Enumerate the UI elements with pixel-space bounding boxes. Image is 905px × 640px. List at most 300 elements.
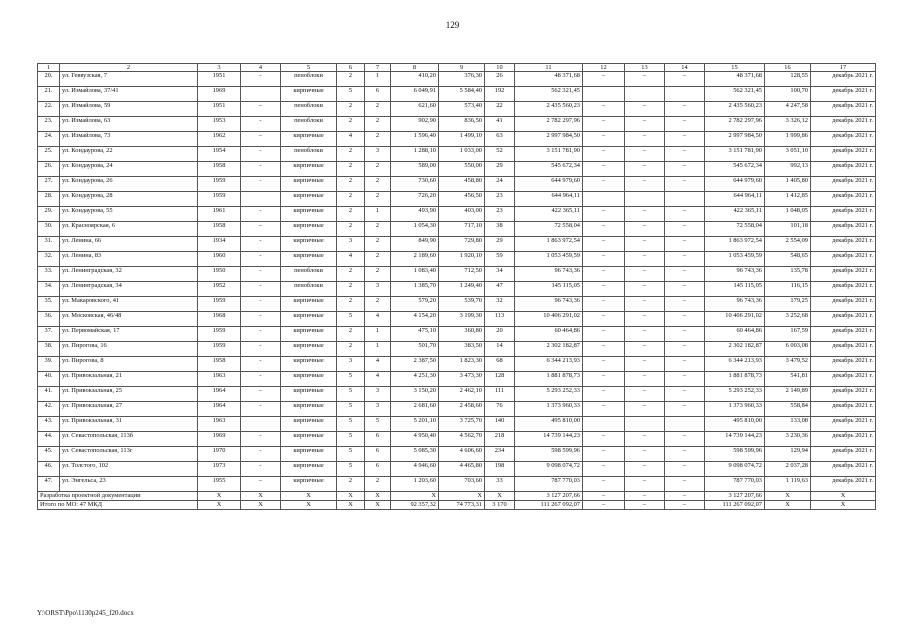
- table-cell: пеноблоки: [281, 147, 337, 162]
- table-cell: 550,00: [439, 162, 485, 177]
- table-cell: 4: [365, 357, 391, 372]
- table-cell: 2: [337, 72, 365, 87]
- table-cell: 2 997 984,50: [705, 132, 765, 147]
- table-cell: 234: [485, 447, 515, 462]
- table-cell: 2: [365, 252, 391, 267]
- table-row: [38, 372, 876, 387]
- table-cell: 101,18: [765, 222, 811, 237]
- table-cell: 2: [337, 177, 365, 192]
- table-cell: декабрь 2021 г.: [811, 102, 876, 117]
- column-number: 4: [241, 64, 281, 72]
- table-cell: 1 119,63: [765, 477, 811, 492]
- table-cell: 1962: [198, 132, 241, 147]
- table-row: [38, 387, 876, 402]
- table-cell: 3: [365, 147, 391, 162]
- table-cell: X: [811, 501, 876, 510]
- table-cell: –: [625, 327, 665, 342]
- table-cell: ул. Измайлова, 37/41: [60, 87, 198, 102]
- table-cell: 72 558,04: [705, 222, 765, 237]
- table-cell: [665, 417, 705, 432]
- table-cell: 2 302 182,87: [705, 342, 765, 357]
- table-cell: 92 357,32: [391, 501, 439, 510]
- table-cell: 2: [365, 237, 391, 252]
- table-cell: –: [583, 162, 625, 177]
- table-cell: –: [625, 207, 665, 222]
- table-cell: 43.: [38, 417, 60, 432]
- table-cell: -: [241, 162, 281, 177]
- table-cell: ул. Кондаурова, 22: [60, 147, 198, 162]
- table-cell: 1: [365, 72, 391, 87]
- total-row: [38, 492, 876, 501]
- table-cell: 3 230,36: [765, 432, 811, 447]
- table-cell: 2 302 182,87: [515, 342, 583, 357]
- table-cell: –: [665, 327, 705, 342]
- table-cell: [241, 417, 281, 432]
- table-cell: кирпичные: [281, 132, 337, 147]
- table-cell: 1 373 960,33: [705, 402, 765, 417]
- table-cell: 4 247,58: [765, 102, 811, 117]
- table-cell: –: [625, 387, 665, 402]
- table-cell: 3 151 781,90: [515, 147, 583, 162]
- table-cell: X: [337, 501, 365, 510]
- table-cell: 1958: [198, 222, 241, 237]
- table-cell: 23: [485, 192, 515, 207]
- table-cell: 31.: [38, 237, 60, 252]
- table-cell: 5: [337, 447, 365, 462]
- table-cell: 2: [365, 117, 391, 132]
- table-cell: декабрь 2021 г.: [811, 372, 876, 387]
- table-cell: 74 773,31: [439, 501, 485, 510]
- table-cell: пеноблоки: [281, 267, 337, 282]
- table-cell: 37.: [38, 327, 60, 342]
- table-cell: –: [665, 267, 705, 282]
- table-cell: –: [625, 177, 665, 192]
- table-cell: 25.: [38, 147, 60, 162]
- table-cell: 28.: [38, 192, 60, 207]
- table-cell: 6: [365, 462, 391, 477]
- table-cell: 1950: [198, 267, 241, 282]
- table-cell: 129,94: [765, 447, 811, 462]
- table-cell: 218: [485, 432, 515, 447]
- table-cell: декабрь 2021 г.: [811, 477, 876, 492]
- table-cell: 2: [337, 207, 365, 222]
- column-number: 7: [365, 64, 391, 72]
- column-number: 6: [337, 64, 365, 72]
- table-cell: –: [583, 282, 625, 297]
- table-cell: 1 920,10: [439, 252, 485, 267]
- table-cell: 111 267 092,07: [705, 501, 765, 510]
- table-cell: кирпичные: [281, 357, 337, 372]
- table-cell: X: [281, 492, 337, 501]
- table-cell: -: [241, 432, 281, 447]
- table-cell: X: [391, 492, 439, 501]
- table-cell: 1968: [198, 312, 241, 327]
- table-cell: 34: [485, 267, 515, 282]
- table-row: [38, 132, 876, 147]
- table-cell: 14 739 144,23: [705, 432, 765, 447]
- table-cell: 9 098 074,72: [515, 462, 583, 477]
- table-cell: 111: [485, 387, 515, 402]
- table-row: [38, 312, 876, 327]
- table-cell: 2: [337, 282, 365, 297]
- table-row: [38, 342, 876, 357]
- table-cell: 96 743,36: [705, 267, 765, 282]
- table-cell: [665, 87, 705, 102]
- table-cell: –: [583, 447, 625, 462]
- column-number: 14: [665, 64, 705, 72]
- table-cell: ул. Макаровского, 41: [60, 297, 198, 312]
- table-cell: –: [665, 282, 705, 297]
- table-cell: 2: [337, 162, 365, 177]
- table-cell: 2: [365, 267, 391, 282]
- table-cell: 1 249,40: [439, 282, 485, 297]
- table-cell: 76: [485, 402, 515, 417]
- table-cell: 4 154,20: [391, 312, 439, 327]
- table-cell: 2: [365, 222, 391, 237]
- table-cell: 1 999,86: [765, 132, 811, 147]
- table-cell: 4 946,60: [391, 462, 439, 477]
- table-cell: 4 465,80: [439, 462, 485, 477]
- table-cell: 1 881 878,73: [515, 372, 583, 387]
- table-cell: 179,25: [765, 297, 811, 312]
- table-cell: 2: [337, 342, 365, 357]
- table-cell: 3 252,68: [765, 312, 811, 327]
- table-cell: 2: [337, 192, 365, 207]
- table-cell: 9 098 074,72: [705, 462, 765, 477]
- table-cell: 3 151 781,90: [705, 147, 765, 162]
- table-row: [38, 207, 876, 222]
- table-cell: декабрь 2021 г.: [811, 267, 876, 282]
- table-cell: -: [241, 147, 281, 162]
- table-cell: 36.: [38, 312, 60, 327]
- table-cell: 2 681,60: [391, 402, 439, 417]
- table-cell: –: [625, 237, 665, 252]
- table-cell: 1 288,10: [391, 147, 439, 162]
- table-row: [38, 432, 876, 447]
- table-cell: 787 770,03: [515, 477, 583, 492]
- table-cell: 5 293 252,33: [705, 387, 765, 402]
- table-cell: X: [198, 501, 241, 510]
- table-cell: 2: [337, 222, 365, 237]
- table-cell: 2 149,89: [765, 387, 811, 402]
- table-cell: 1964: [198, 402, 241, 417]
- table-cell: 6: [365, 447, 391, 462]
- table-cell: 1963: [198, 417, 241, 432]
- total-label: Разработка проектной документации: [38, 492, 198, 501]
- table-cell: 34.: [38, 282, 60, 297]
- table-cell: декабрь 2021 г.: [811, 297, 876, 312]
- table-cell: 48 371,68: [705, 72, 765, 87]
- table-cell: 1969: [198, 87, 241, 102]
- table-cell: –: [665, 402, 705, 417]
- column-number: 9: [439, 64, 485, 72]
- table-cell: пеноблоки: [281, 102, 337, 117]
- table-cell: 47: [485, 282, 515, 297]
- table-cell: кирпичные: [281, 372, 337, 387]
- table-row: [38, 282, 876, 297]
- table-cell: 5: [337, 417, 365, 432]
- table-cell: 729,80: [439, 237, 485, 252]
- table-cell: 3: [337, 237, 365, 252]
- table-cell: 33.: [38, 267, 60, 282]
- table-cell: ул. Ленина, 83: [60, 252, 198, 267]
- table-cell: 135,78: [765, 267, 811, 282]
- table-cell: -: [241, 447, 281, 462]
- table-cell: –: [583, 312, 625, 327]
- table-cell: –: [665, 342, 705, 357]
- table-row: [38, 252, 876, 267]
- table-cell: 2: [365, 132, 391, 147]
- table-cell: 52: [485, 147, 515, 162]
- table-cell: 1954: [198, 147, 241, 162]
- table-cell: кирпичные: [281, 462, 337, 477]
- table-cell: –: [583, 147, 625, 162]
- table-cell: кирпичные: [281, 252, 337, 267]
- table-cell: 29.: [38, 207, 60, 222]
- table-cell: декабрь 2021 г.: [811, 417, 876, 432]
- table-cell: кирпичные: [281, 312, 337, 327]
- table-cell: 3 326,12: [765, 117, 811, 132]
- column-number: 2: [60, 64, 198, 72]
- total-row: [38, 501, 876, 510]
- table-cell: 2 387,50: [391, 357, 439, 372]
- table-cell: 23.: [38, 117, 60, 132]
- table-cell: –: [665, 297, 705, 312]
- table-cell: 38.: [38, 342, 60, 357]
- table-cell: –: [625, 117, 665, 132]
- table-row: [38, 402, 876, 417]
- table-cell: 24.: [38, 132, 60, 147]
- table-cell: 422 365,11: [705, 207, 765, 222]
- table-cell: 1959: [198, 342, 241, 357]
- table-cell: 3 051,10: [765, 147, 811, 162]
- table-cell: ул. Кондаурова, 55: [60, 207, 198, 222]
- table-cell: ул. Пирогова, 8: [60, 357, 198, 372]
- table-cell: 1 596,40: [391, 132, 439, 147]
- table-cell: [625, 87, 665, 102]
- table-cell: 458,80: [439, 177, 485, 192]
- table-cell: –: [583, 207, 625, 222]
- table-cell: –: [625, 72, 665, 87]
- table-cell: 475,10: [391, 327, 439, 342]
- table-cell: 5: [337, 372, 365, 387]
- table-cell: 46.: [38, 462, 60, 477]
- table-cell: –: [625, 402, 665, 417]
- table-cell: 1 881 878,73: [705, 372, 765, 387]
- table-cell: 1 033,00: [439, 147, 485, 162]
- table-row: [38, 447, 876, 462]
- housing-table: [37, 63, 876, 510]
- table-row: [38, 462, 876, 477]
- table-cell: –: [241, 102, 281, 117]
- table-cell: кирпичные: [281, 162, 337, 177]
- table-cell: -: [241, 372, 281, 387]
- column-number: 17: [811, 64, 876, 72]
- table-cell: –: [665, 462, 705, 477]
- table-cell: 1 499,10: [439, 132, 485, 147]
- table-cell: декабрь 2021 г.: [811, 387, 876, 402]
- table-cell: –: [583, 342, 625, 357]
- table-cell: 992,13: [765, 162, 811, 177]
- table-cell: декабрь 2021 г.: [811, 87, 876, 102]
- table-cell: –: [583, 117, 625, 132]
- table-cell: ул. Кондаурова, 24: [60, 162, 198, 177]
- table-cell: –: [241, 132, 281, 147]
- table-cell: 1958: [198, 357, 241, 372]
- table-cell: 192: [485, 87, 515, 102]
- table-cell: –: [583, 102, 625, 117]
- table-cell: 5: [337, 87, 365, 102]
- table-cell: X: [337, 492, 365, 501]
- table-cell: 133,08: [765, 417, 811, 432]
- table-cell: 3 170: [485, 501, 515, 510]
- table-cell: 360,80: [439, 327, 485, 342]
- table-cell: –: [625, 477, 665, 492]
- table-cell: 501,70: [391, 342, 439, 357]
- table-cell: 726,20: [391, 192, 439, 207]
- table-cell: –: [625, 372, 665, 387]
- table-cell: 2 189,60: [391, 252, 439, 267]
- table-cell: 68: [485, 357, 515, 372]
- table-cell: 2 435 560,23: [705, 102, 765, 117]
- table-cell: 2: [337, 297, 365, 312]
- table-cell: –: [583, 267, 625, 282]
- table-cell: [583, 192, 625, 207]
- table-cell: 495 810,00: [705, 417, 765, 432]
- table-cell: 32.: [38, 252, 60, 267]
- table-cell: [625, 192, 665, 207]
- column-number-row: [38, 64, 876, 72]
- table-cell: 1 048,05: [765, 207, 811, 222]
- table-cell: кирпичные: [281, 417, 337, 432]
- column-number: 11: [515, 64, 583, 72]
- table-cell: X: [765, 501, 811, 510]
- table-cell: 4: [365, 312, 391, 327]
- table-cell: 644 979,60: [515, 177, 583, 192]
- table-cell: декабрь 2021 г.: [811, 162, 876, 177]
- table-cell: 4: [337, 252, 365, 267]
- table-cell: 27.: [38, 177, 60, 192]
- table-cell: –: [625, 357, 665, 372]
- table-cell: ул. Привокзальная, 31: [60, 417, 198, 432]
- table-cell: 545 672,34: [515, 162, 583, 177]
- table-cell: 644 979,60: [705, 177, 765, 192]
- table-cell: –: [625, 501, 665, 510]
- table-cell: кирпичные: [281, 447, 337, 462]
- table-cell: 1 054,30: [391, 222, 439, 237]
- table-cell: пеноблоки: [281, 282, 337, 297]
- table-cell: -: [241, 267, 281, 282]
- table-cell: X: [365, 501, 391, 510]
- table-cell: пеноблоки: [281, 117, 337, 132]
- table-row: [38, 102, 876, 117]
- column-number: 12: [583, 64, 625, 72]
- table-row: [38, 177, 876, 192]
- table-cell: 1934: [198, 237, 241, 252]
- column-number: 15: [705, 64, 765, 72]
- table-cell: –: [583, 222, 625, 237]
- column-number: 3: [198, 64, 241, 72]
- table-cell: кирпичные: [281, 237, 337, 252]
- table-cell: 1960: [198, 252, 241, 267]
- table-cell: 100,70: [765, 87, 811, 102]
- table-cell: 2: [365, 192, 391, 207]
- table-cell: –: [583, 501, 625, 510]
- table-cell: 1 053 459,59: [705, 252, 765, 267]
- page-number: 129: [445, 20, 460, 30]
- table-cell: 598 599,96: [515, 447, 583, 462]
- table-cell: –: [583, 327, 625, 342]
- table-cell: –: [665, 132, 705, 147]
- table-cell: 96 743,36: [515, 267, 583, 282]
- table-cell: 128: [485, 372, 515, 387]
- table-cell: 730,60: [391, 177, 439, 192]
- table-cell: 1: [365, 342, 391, 357]
- table-cell: 2: [337, 477, 365, 492]
- table-cell: 1 373 960,33: [515, 402, 583, 417]
- table-cell: –: [625, 312, 665, 327]
- table-cell: X: [241, 492, 281, 501]
- table-cell: -: [241, 402, 281, 417]
- table-cell: 579,20: [391, 297, 439, 312]
- table-cell: 902,90: [391, 117, 439, 132]
- table-cell: 3: [365, 282, 391, 297]
- column-number: 1: [38, 64, 60, 72]
- table-cell: -: [241, 252, 281, 267]
- table-cell: –: [583, 357, 625, 372]
- table-cell: 21.: [38, 87, 60, 102]
- table-cell: 5 201,10: [391, 417, 439, 432]
- table-row: [38, 147, 876, 162]
- table-cell: –: [665, 387, 705, 402]
- table-cell: –: [665, 237, 705, 252]
- table-cell: –: [583, 72, 625, 87]
- table-row: [38, 357, 876, 372]
- table-row: [38, 297, 876, 312]
- table-cell: декабрь 2021 г.: [811, 327, 876, 342]
- table-cell: 5: [337, 402, 365, 417]
- table-cell: декабрь 2021 г.: [811, 147, 876, 162]
- table-cell: 1964: [198, 387, 241, 402]
- table-cell: 712,50: [439, 267, 485, 282]
- table-cell: 717,10: [439, 222, 485, 237]
- table-cell: 1: [365, 207, 391, 222]
- table-cell: 562 321,45: [515, 87, 583, 102]
- column-number: 16: [765, 64, 811, 72]
- table-cell: –: [241, 222, 281, 237]
- table-cell: 5: [337, 432, 365, 447]
- table-cell: 2 037,28: [765, 462, 811, 477]
- table-cell: 1: [365, 327, 391, 342]
- table-cell: –: [625, 432, 665, 447]
- table-cell: 558,84: [765, 402, 811, 417]
- table-cell: 836,50: [439, 117, 485, 132]
- table-cell: [665, 192, 705, 207]
- table-cell: 6: [365, 432, 391, 447]
- table-cell: кирпичные: [281, 192, 337, 207]
- table-cell: –: [665, 102, 705, 117]
- table-cell: ул. Измайлова, 73: [60, 132, 198, 147]
- table-cell: –: [625, 162, 665, 177]
- table-cell: декабрь 2021 г.: [811, 117, 876, 132]
- table-cell: X: [365, 492, 391, 501]
- table-cell: 5 293 252,33: [515, 387, 583, 402]
- table-cell: 1952: [198, 282, 241, 297]
- table-cell: 42.: [38, 402, 60, 417]
- table-cell: 6 049,91: [391, 87, 439, 102]
- table-cell: 2: [365, 477, 391, 492]
- table-cell: декабрь 2021 г.: [811, 177, 876, 192]
